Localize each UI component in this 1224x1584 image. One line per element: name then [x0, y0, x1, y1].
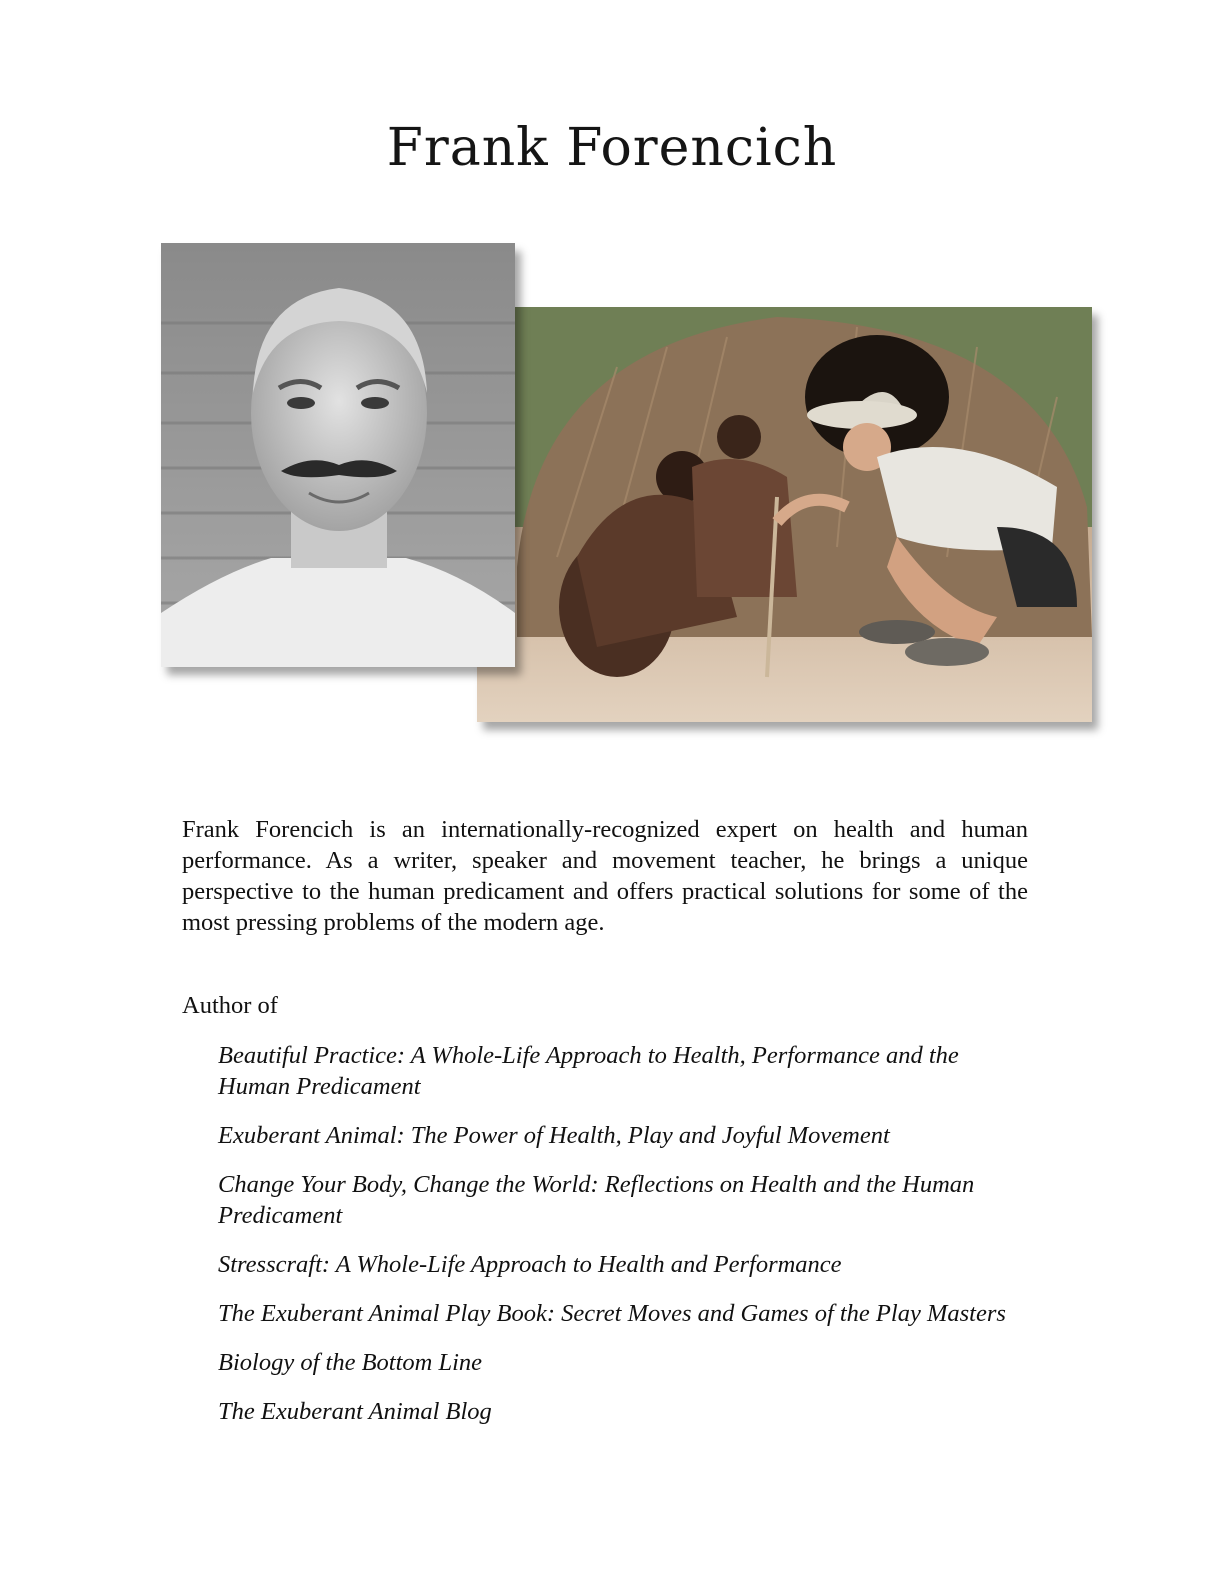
bio-paragraph: Frank Forencich is an internationally-recognized expert on health and human performance. As a writer, speaker and movement teacher, he brings a unique perspective to the human predicament and offers practical solutions for some of the most pressing problems of the modern age.: [182, 816, 1028, 936]
book-title: Change Your Body, Change the World: Reflections on Health and the Human Predicament: [218, 1171, 975, 1229]
page-title: Frank Forencich: [386, 118, 838, 178]
portrait-photo-icon: [161, 243, 515, 667]
book-title: Beautiful Practice: A Whole-Life Approach to Health, Performance and the Human Predicament: [218, 1042, 959, 1100]
portrait-photo: [161, 243, 515, 667]
book-title: Stresscraft: A Whole-Life Approach to Health and Performance: [218, 1251, 842, 1278]
book-list: [218, 1040, 1028, 1445]
book-title: The Exuberant Animal Play Book: Secret Moves and Games of the Play Masters: [218, 1300, 1006, 1327]
field-photo: [477, 307, 1092, 722]
book-title: Biology of the Bottom Line: [218, 1349, 483, 1376]
book-title: Exuberant Animal: The Power of Health, Play and Joyful Movement: [218, 1122, 890, 1149]
field-photo-icon: [477, 307, 1092, 722]
author-of-label: Author of: [182, 992, 278, 1019]
book-title: The Exuberant Animal Blog: [218, 1398, 492, 1425]
